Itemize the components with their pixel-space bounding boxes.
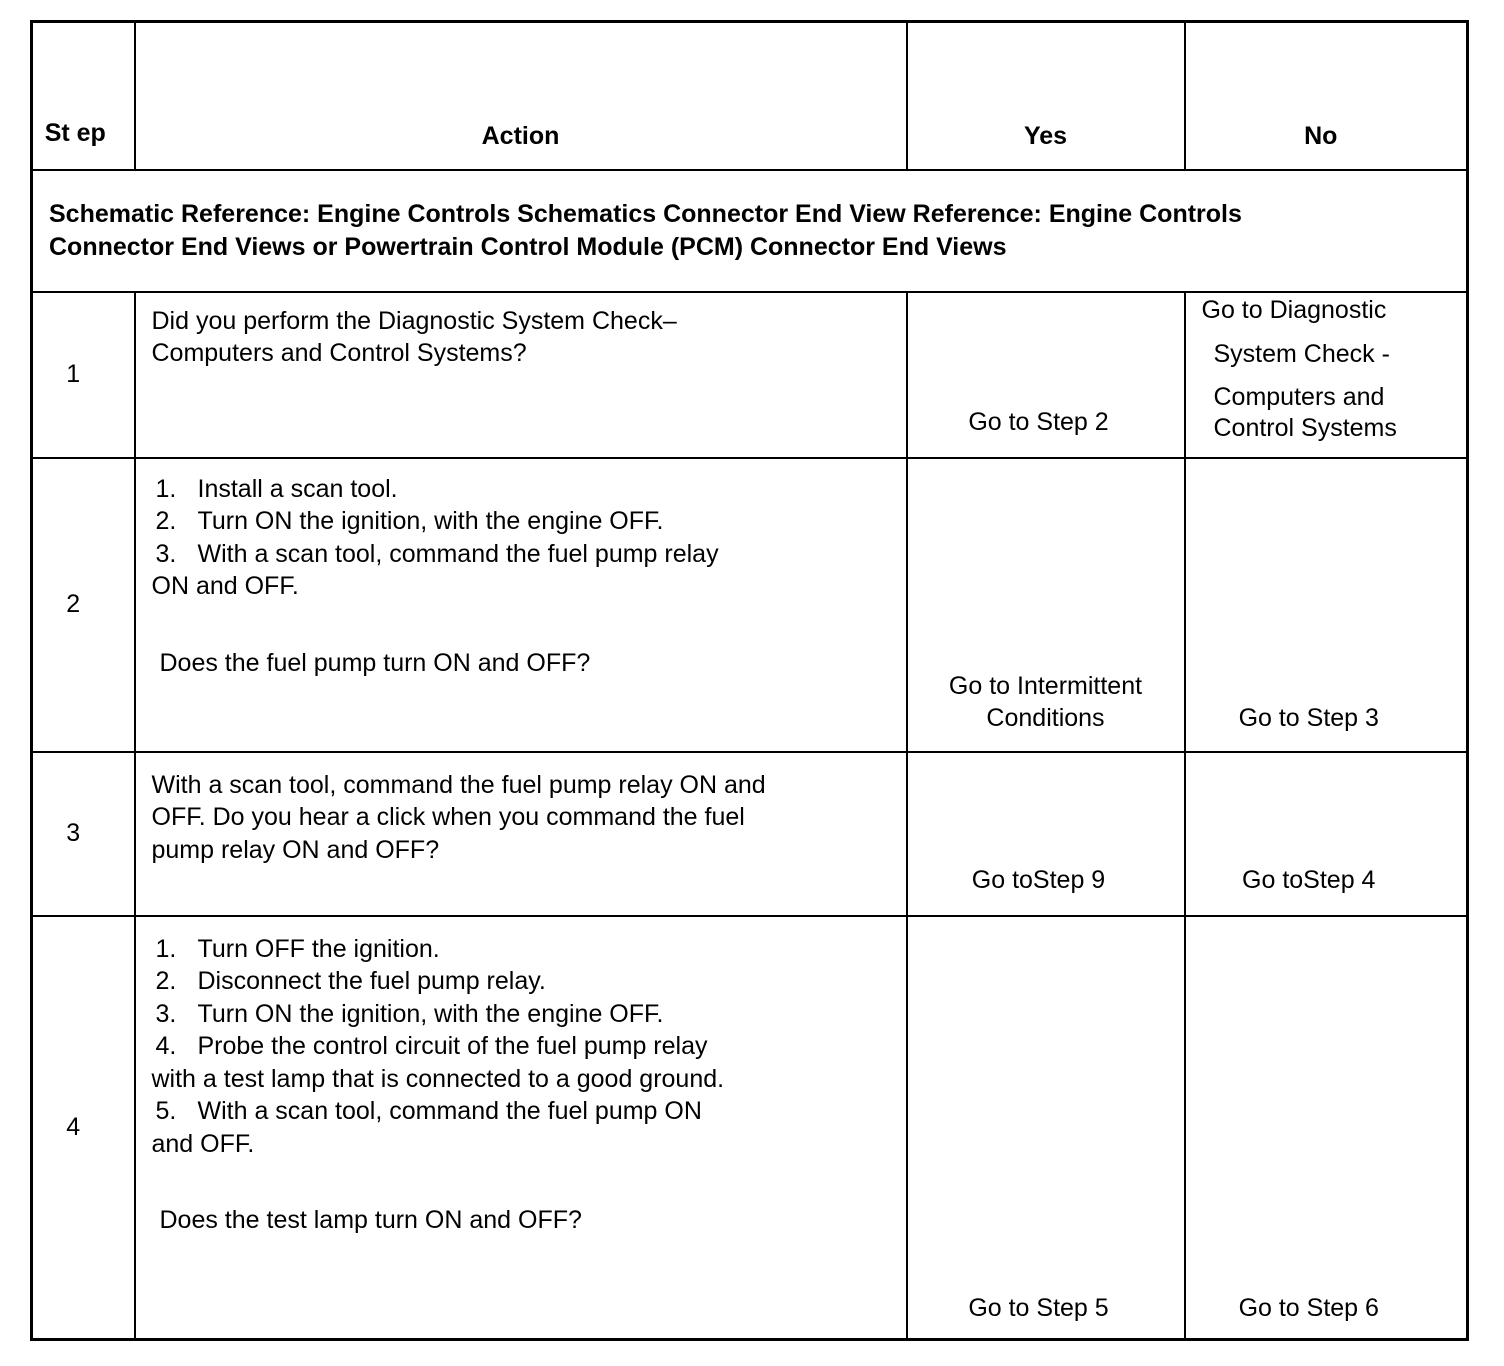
action-cell: [135, 752, 907, 916]
question-line: Does the fuel pump turn ON and OFF?: [159, 648, 591, 677]
item-number: 3.: [155, 999, 177, 1028]
header-row: [32, 22, 1468, 170]
no-line: Computers and: [1213, 382, 1385, 411]
action-cell: [135, 292, 907, 458]
yes-header: Yes: [907, 22, 1185, 170]
spacer: [152, 603, 898, 647]
spacer: [152, 1160, 898, 1204]
item-text: Turn OFF the ignition.: [197, 934, 440, 963]
item-number: 2.: [155, 507, 177, 535]
reference-row: [32, 170, 1468, 292]
list-item: [152, 1095, 898, 1128]
item-text: Disconnect the fuel pump relay.: [197, 967, 546, 995]
item-text: Probe the control circuit of the fuel pump relay: [197, 1032, 708, 1060]
item-text: With a scan tool, command the fuel pump ON: [197, 1097, 702, 1125]
action-header: Action: [135, 22, 907, 170]
step-row-3: [32, 752, 1468, 916]
action-line: Computers and Control Systems?: [151, 339, 527, 367]
item-number: 4.: [155, 1032, 177, 1060]
yes-cell: [907, 458, 1185, 752]
continuation-line: ON and OFF.: [151, 572, 299, 600]
schematic-reference: [32, 170, 1468, 292]
yes-cell: Go to Step 5: [907, 916, 1185, 1340]
continuation-line: and OFF.: [151, 1129, 255, 1158]
no-header: No: [1185, 22, 1468, 170]
item-text: Turn ON the ignition, with the engine OFF.: [197, 999, 664, 1028]
step-number: 4: [32, 916, 135, 1340]
no-line: Control Systems: [1213, 413, 1397, 442]
list-item: [152, 933, 898, 966]
item-number: 1.: [155, 474, 177, 503]
no-cell: Go toStep 4: [1185, 752, 1468, 916]
list-item: [152, 473, 898, 506]
list-item: [152, 505, 898, 538]
step-row-4: [32, 916, 1468, 1340]
no-cell: Go to Step 3: [1185, 458, 1468, 752]
step-header: [32, 22, 135, 170]
action-cell: [135, 458, 907, 752]
no-cell: [1185, 292, 1468, 458]
action-line: Did you perform the Diagnostic System Check–: [151, 306, 677, 335]
item-number: 5.: [155, 1097, 177, 1125]
list-item: [152, 998, 898, 1031]
step-header-label: St ep: [44, 118, 106, 147]
action-cell: [135, 916, 907, 1340]
diagnostic-table: [30, 20, 1469, 1341]
list-item: [152, 1030, 898, 1063]
reference-line-1: Schematic Reference: Engine Controls Schematics Connector End View Reference: Engine Controls: [49, 200, 1242, 228]
item-text: With a scan tool, command the fuel pump relay: [197, 539, 719, 568]
list-item: [152, 965, 898, 998]
step-number: 2: [32, 458, 135, 752]
reference-line-2: Connector End Views or Powertrain Control Module (PCM) Connector End Views: [49, 232, 1007, 261]
step-row-1: [32, 292, 1468, 458]
action-line: OFF. Do you hear a click when you command the fuel: [151, 803, 745, 831]
action-line: pump relay ON and OFF?: [151, 835, 440, 864]
no-cell: Go to Step 6: [1185, 916, 1468, 1340]
question-line: Does the test lamp turn ON and OFF?: [159, 1206, 582, 1234]
item-number: 2.: [155, 967, 177, 995]
yes-cell: Go toStep 9: [907, 752, 1185, 916]
step-row-2: [32, 458, 1468, 752]
no-line: Go to Diagnostic: [1201, 295, 1387, 324]
continuation-line: with a test lamp that is connected to a good ground.: [151, 1064, 725, 1093]
item-text: Install a scan tool.: [197, 474, 398, 503]
step-number: 3: [32, 752, 135, 916]
item-number: 1.: [155, 934, 177, 963]
yes-cell: Go to Step 2: [907, 292, 1185, 458]
yes-line: Conditions: [986, 704, 1105, 732]
no-line: System Check -: [1213, 339, 1390, 368]
yes-line: Go to Intermittent: [948, 671, 1143, 700]
action-line: With a scan tool, command the fuel pump relay ON and: [151, 770, 766, 799]
item-text: Turn ON the ignition, with the engine OFF.: [197, 507, 664, 535]
step-number: 1: [32, 292, 135, 458]
item-number: 3.: [155, 539, 177, 568]
list-item: [152, 538, 898, 571]
